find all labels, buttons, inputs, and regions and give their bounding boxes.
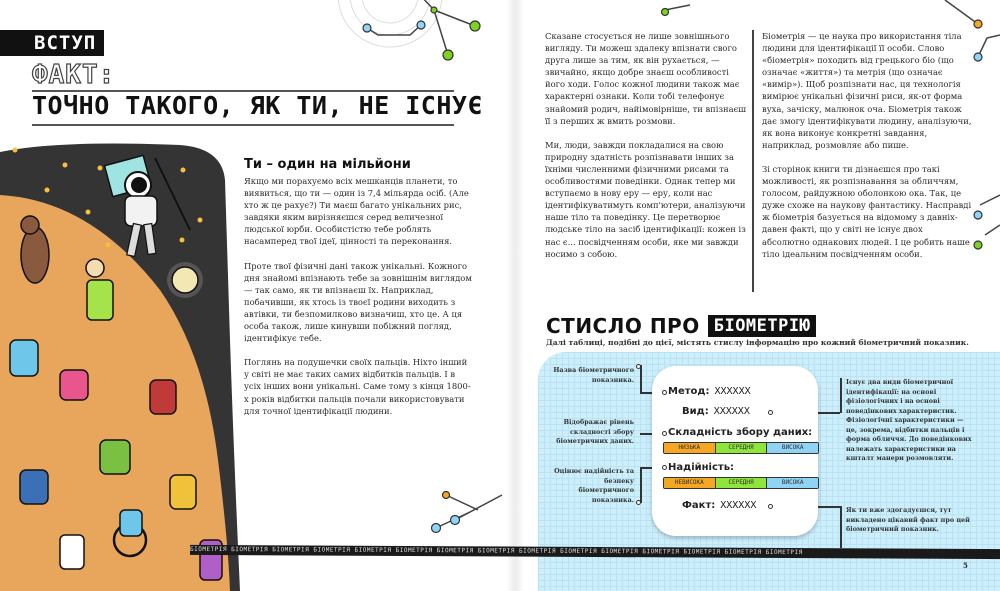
connector-dot (662, 431, 667, 436)
method-label: Метод: (668, 386, 710, 397)
space-crowd-illustration (0, 140, 240, 591)
connector-dot (636, 500, 641, 505)
note-fact: Як ти вже здогадуєшся, тут викладено цікавий факт про цей біометричний показник. (846, 506, 970, 533)
complexity-scale (663, 442, 819, 454)
biometrics-tape-strip: БІОМЕТРІЯ БІОМЕТРІЯ БІОМЕТРІЯ БІОМЕТРІЯ БІОМЕТРІЯ БІОМЕТРІЯ БІОМЕТРІЯ БІОМЕТРІЯ БІОМЕТРІЯ БІОМЕТРІЯ БІОМЕТРІЯ БІОМЕТРІЯ БІОМЕТРІЯ БІОМЕТРІЯ БІОМЕТРІЯ (190, 545, 1000, 559)
connector-line (640, 467, 642, 503)
reliability-scale (663, 477, 819, 489)
right-column-2 (762, 30, 972, 272)
column-heading: Ти – один на мільйони (244, 157, 411, 172)
intro-column (244, 157, 474, 429)
biometrics-heading-highlight: БІОМЕТРІЮ (708, 315, 817, 337)
card-type-row (682, 406, 750, 417)
fact-value: XXXXXX (720, 500, 757, 511)
connector-dot (662, 465, 667, 470)
method-value: XXXXXX (714, 386, 751, 397)
biometrics-subtitle: Далі таблиці, подібні до цієї, містять стислу інформацію про кожний біометричний показник. (546, 338, 969, 347)
connector-dot (636, 364, 641, 369)
connector-dot (662, 390, 667, 395)
page-number: 5 (963, 561, 968, 570)
card-method-row (668, 386, 751, 397)
scale-high: ВИСОКА (767, 478, 818, 488)
paragraph: Якщо ми порахуємо всіх мешканців планети, то виявиться, що ти — один із 7,4 мільярда осіб. (Але хто ж це рахує?) Ти маєш багато унікальних рис, завдяки яким вирізняєшся серед величезної людської юрби. Особистістю тебе роблять насамперед твої ідеї, цінності та переконання. (244, 176, 469, 247)
connector-line (840, 506, 842, 548)
note-type: Існує два види біометричної ідентифікації: на основі фізіологічних і на основі поведінкових характеристик. Фізіологічні характеристики — це, зокрема, відбитки пальців і форма обличчя. До поведінкових належать характеристики на кшталт манери розмовляти. (846, 378, 972, 462)
fact-label-card: Факт: (682, 500, 716, 511)
type-value: XXXXXX (713, 406, 750, 417)
connector-line (840, 378, 842, 413)
page-title: ТОЧНО ТАКОГО, ЯК ТИ, НЕ ІСНУЄ (32, 91, 483, 120)
note-reliability: Оцінює надійність та безпеку біометричного показника. (554, 467, 634, 504)
note-method: Назва біометричного показника. (553, 366, 634, 384)
title-rule-bottom (32, 124, 454, 126)
paragraph: Сказане стосується не лише зовнішнього вигляду. Ти можеш здалеку впізнати свого друга лише за тим, як він рухається, — звичайно, якщо добре знаєш особливості його ходи. Голос кожної людини також має характерні ознаки. Коли тобі телефонує знайомий родич, найімовірніше, ти впізнаєш її з перших ж вмить розмови. (545, 31, 747, 126)
note-complexity: Відображає рівень складності збору біометричних даних. (556, 418, 634, 445)
connector-line (640, 365, 642, 393)
scale-mid: СЕРЕДНЯ (716, 443, 768, 453)
section-tag: ВСТУП (0, 30, 104, 56)
scale-mid: СЕРЕДНЯ (716, 478, 768, 488)
connector-dot (768, 504, 773, 509)
scale-low: НИЗЬКА (664, 443, 716, 453)
paragraph: Проте твої фізичні дані також унікальні. Кожного дня знайомі впізнають тебе за зовнішнім виглядом — так само, як ти впізнаєш їх. Наприклад, побачивши, як хтось із твоєї родини виходить з автівки, ти безпомилково визначиш, хто це. А ця особа також, лише кинувши побіжний погляд, ідентифікує тебе. (244, 260, 472, 344)
paragraph: Поглянь на подушечки своїх пальців. Ніхто інший у світі не має таких самих відбитків пальців. І в усіх інших вони унікальні. Саме тому з кінця 1800-х років відбитки пальців почали використовувати для точної ідентифікації людини. (244, 357, 471, 416)
card-reliability-row (668, 462, 734, 473)
paragraph: Зі сторінок книги ти дізнаєшся про такі можливості, як розпізнавання за обличчям, голосом, райдужною оболонкою ока. Так, це дуже схоже на наукову фантастику. Насправді ж біометрія базується на відомому з давніх-давен факті, що у світі не існує двох абсолютно однакових людей. І це робить наше тіло ідеальним посвідченням особи. (762, 163, 972, 259)
column-divider (752, 30, 754, 292)
reliability-label: Надійність: (668, 462, 735, 473)
card-complexity-row (668, 427, 812, 438)
connector-dot (768, 410, 773, 415)
biometrics-heading (546, 314, 816, 338)
complexity-label: Складність збору даних: (668, 427, 813, 438)
card-fact-row (682, 500, 756, 511)
fact-label: ФАКТ: (32, 60, 116, 90)
paragraph: Біометрія — це наука про використання тіла людини для ідентифікації її особи. Слово «біометрія» походить від грецького біо (що означає «життя») та метрія (що означає «вимір»). Щоб розпізнати нас, ця технологія вимірює унікальні фізичні риси, як-от форма вуха, зачіску, малюнок оча. Біометрія також дає змогу ідентифікувати людину, аналізуючи, як вона виконує конкретні завдання, наприклад, розмовляє або пише. (762, 31, 972, 150)
paragraph: Ми, люди, завжди покладалися на свою природну здатність розпізнавати інших за їхніми численними фізичними рисами та особливостями поведінки. Однак тепер ми вступаємо в нову еру — еру, коли нас ідентифікуватимуть комп'ютери, аналізуючи наше тіло та поведінку. Це перетворює людське тіло на засіб ідентифікації: кожен із нас є... посвідченням особи, яке ми завжди носимо з собою. (545, 139, 746, 259)
right-column-1 (545, 30, 748, 272)
type-label: Вид: (682, 406, 709, 417)
scale-high: ВИСОКА (767, 443, 818, 453)
biometrics-heading-prefix: СТИСЛО ПРО (546, 314, 700, 338)
scale-low: НЕВИСОКА (664, 478, 716, 488)
